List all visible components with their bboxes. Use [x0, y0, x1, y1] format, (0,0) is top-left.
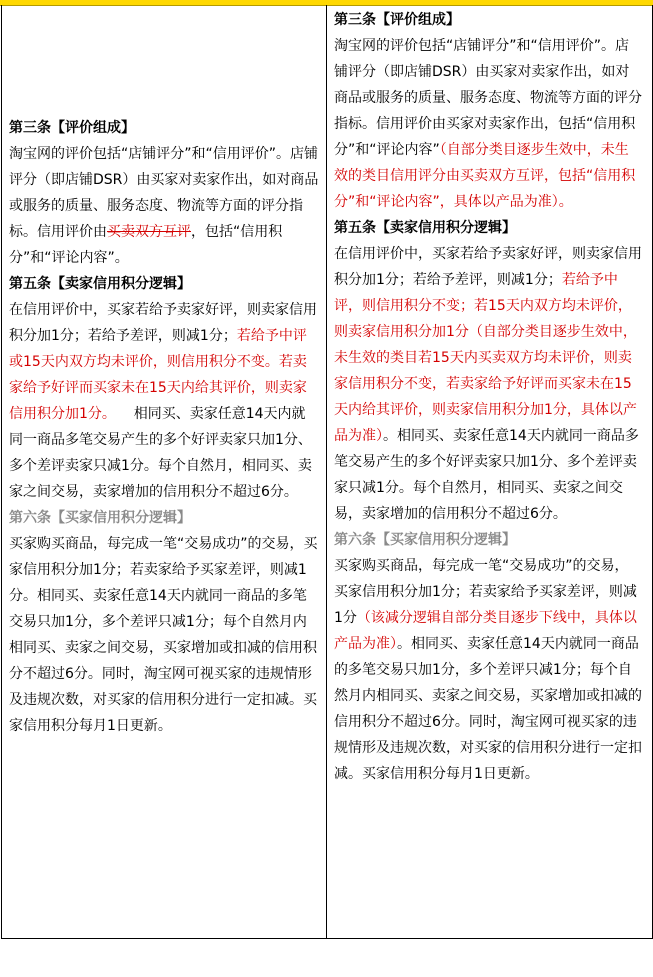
right-sec3-text-a: 淘宝网的评价包括“店铺评分”和“信用评价”。店铺评分（即店铺DSR）由买家对卖家作出，如对商品或服务的质量、服务态度、物流等方面的评分指标。信用评价由买家对卖家作出，包括“信用积分”和“评论内容”: [334, 38, 642, 158]
left-sec3-text-b: ，包括“信用积分”和“评论内容”。: [9, 224, 283, 266]
left-sec6-body: 买家购买商品，每完成一笔“交易成功”的交易，买家信用积分加1分；若卖家给予买家差评，则减1分。相同买、卖家任意14天内就同一商品的多笔交易只加1分，多个差评只减1分；每个自然月内相同买、卖家之间交易，买家增加或扣减的信用积分不超过6分。同时，淘宝网可视买家的违规情形及违规次数，对买家的信用积分进行一定扣减。买家信用积分每月1日更新。: [9, 536, 318, 734]
right-sec6-title: 第六条【买家信用积分逻辑】: [334, 532, 516, 548]
right-sec6-body: [334, 553, 642, 787]
left-sec3-body: [9, 141, 319, 271]
left-sec5-red-text: 若给予中评或15天内双方均未评价，则信用积分不变。若卖家给予好评而买家未在15天内给其评价，则卖家信用积分加1分。: [9, 328, 307, 422]
right-sec6-text-b: 。相同买、卖家任意14天内就同一商品的多笔交易只加1分，多个差评只减1分；每个自然月内相同买、卖家之间交易，买家增加或扣减的信用积分不超过6分。同时，淘宝网可视买家的违规情形及违规次数，对买家的信用积分进行一定扣减。买家信用积分每月1日更新。: [334, 636, 642, 782]
left-sec5-text-a: 在信用评价中，买家若给予卖家好评，则卖家信用积分加1分；若给予差评，则减1分；: [9, 302, 317, 344]
right-sec5-body: [334, 241, 642, 527]
column-divider: [326, 5, 327, 939]
right-column-new-rules: [334, 7, 642, 787]
left-column-old-rules: [9, 115, 319, 739]
right-sec5-text-a: 在信用评价中，买家若给予卖家好评，则卖家信用积分加1分；若给予差评，则减1分；: [334, 246, 642, 288]
right-sec6-red-text: （该减分逻辑自部分类目逐步下线中，具体以产品为准）: [334, 610, 637, 652]
right-sec3-body: [334, 33, 642, 215]
left-sec6-title: 第六条【买家信用积分逻辑】: [9, 510, 191, 526]
left-sec3-struck-text: 买卖双方互评: [107, 224, 191, 240]
left-sec5-body: [9, 297, 319, 505]
right-sec5-text-b: 。相同买、卖家任意14天内就同一商品多笔交易产生的多个好评卖家只加1分、多个差评卖家只减1分。每个自然月，相同买、卖家之间交易，卖家增加的信用积分不超过6分。: [334, 428, 639, 522]
right-sec5-red-text: 若给予中评，则信用积分不变；若15天内双方均未评价，则卖家信用积分加1分（自部分类目逐步生效中，未生效的类目若15天内买卖双方均未评价，则卖家信用积分不变，若卖家给予好评而买家未在15天内给其评价，则卖家信用积分加1分，具体以产品为准）: [334, 272, 637, 444]
left-sec3-text-a: 淘宝网的评价包括“店铺评分”和“信用评价”。店铺评分（即店铺DSR）由买家对卖家作出，如对商品或服务的质量、服务态度、物流等方面的评分指标。信用评价由: [9, 146, 319, 240]
left-sec5-title: 第五条【卖家信用积分逻辑】: [9, 276, 191, 292]
left-sec5-text-b: 相同买、卖家任意14天内就同一商品多笔交易产生的多个好评卖家只加1分、多个差评卖家只减1分。每个自然月，相同买、卖家之间交易，卖家增加的信用积分不超过6分。: [9, 406, 312, 500]
right-sec3-title: 第三条【评价组成】: [334, 12, 460, 28]
right-sec6-text-a: 买家购买商品，每完成一笔“交易成功”的交易，买家信用积分加1分；若卖家给予买家差评，则减1分: [334, 558, 637, 626]
right-sec5-title: 第五条【卖家信用积分逻辑】: [334, 220, 516, 236]
left-sec3-title: 第三条【评价组成】: [9, 120, 135, 136]
right-sec3-red-text: （自部分类目逐步生效中，未生效的类目信用评分由买卖双方互评，包括“信用积分”和“评论内容”，具体以产品为准）。: [334, 142, 636, 210]
